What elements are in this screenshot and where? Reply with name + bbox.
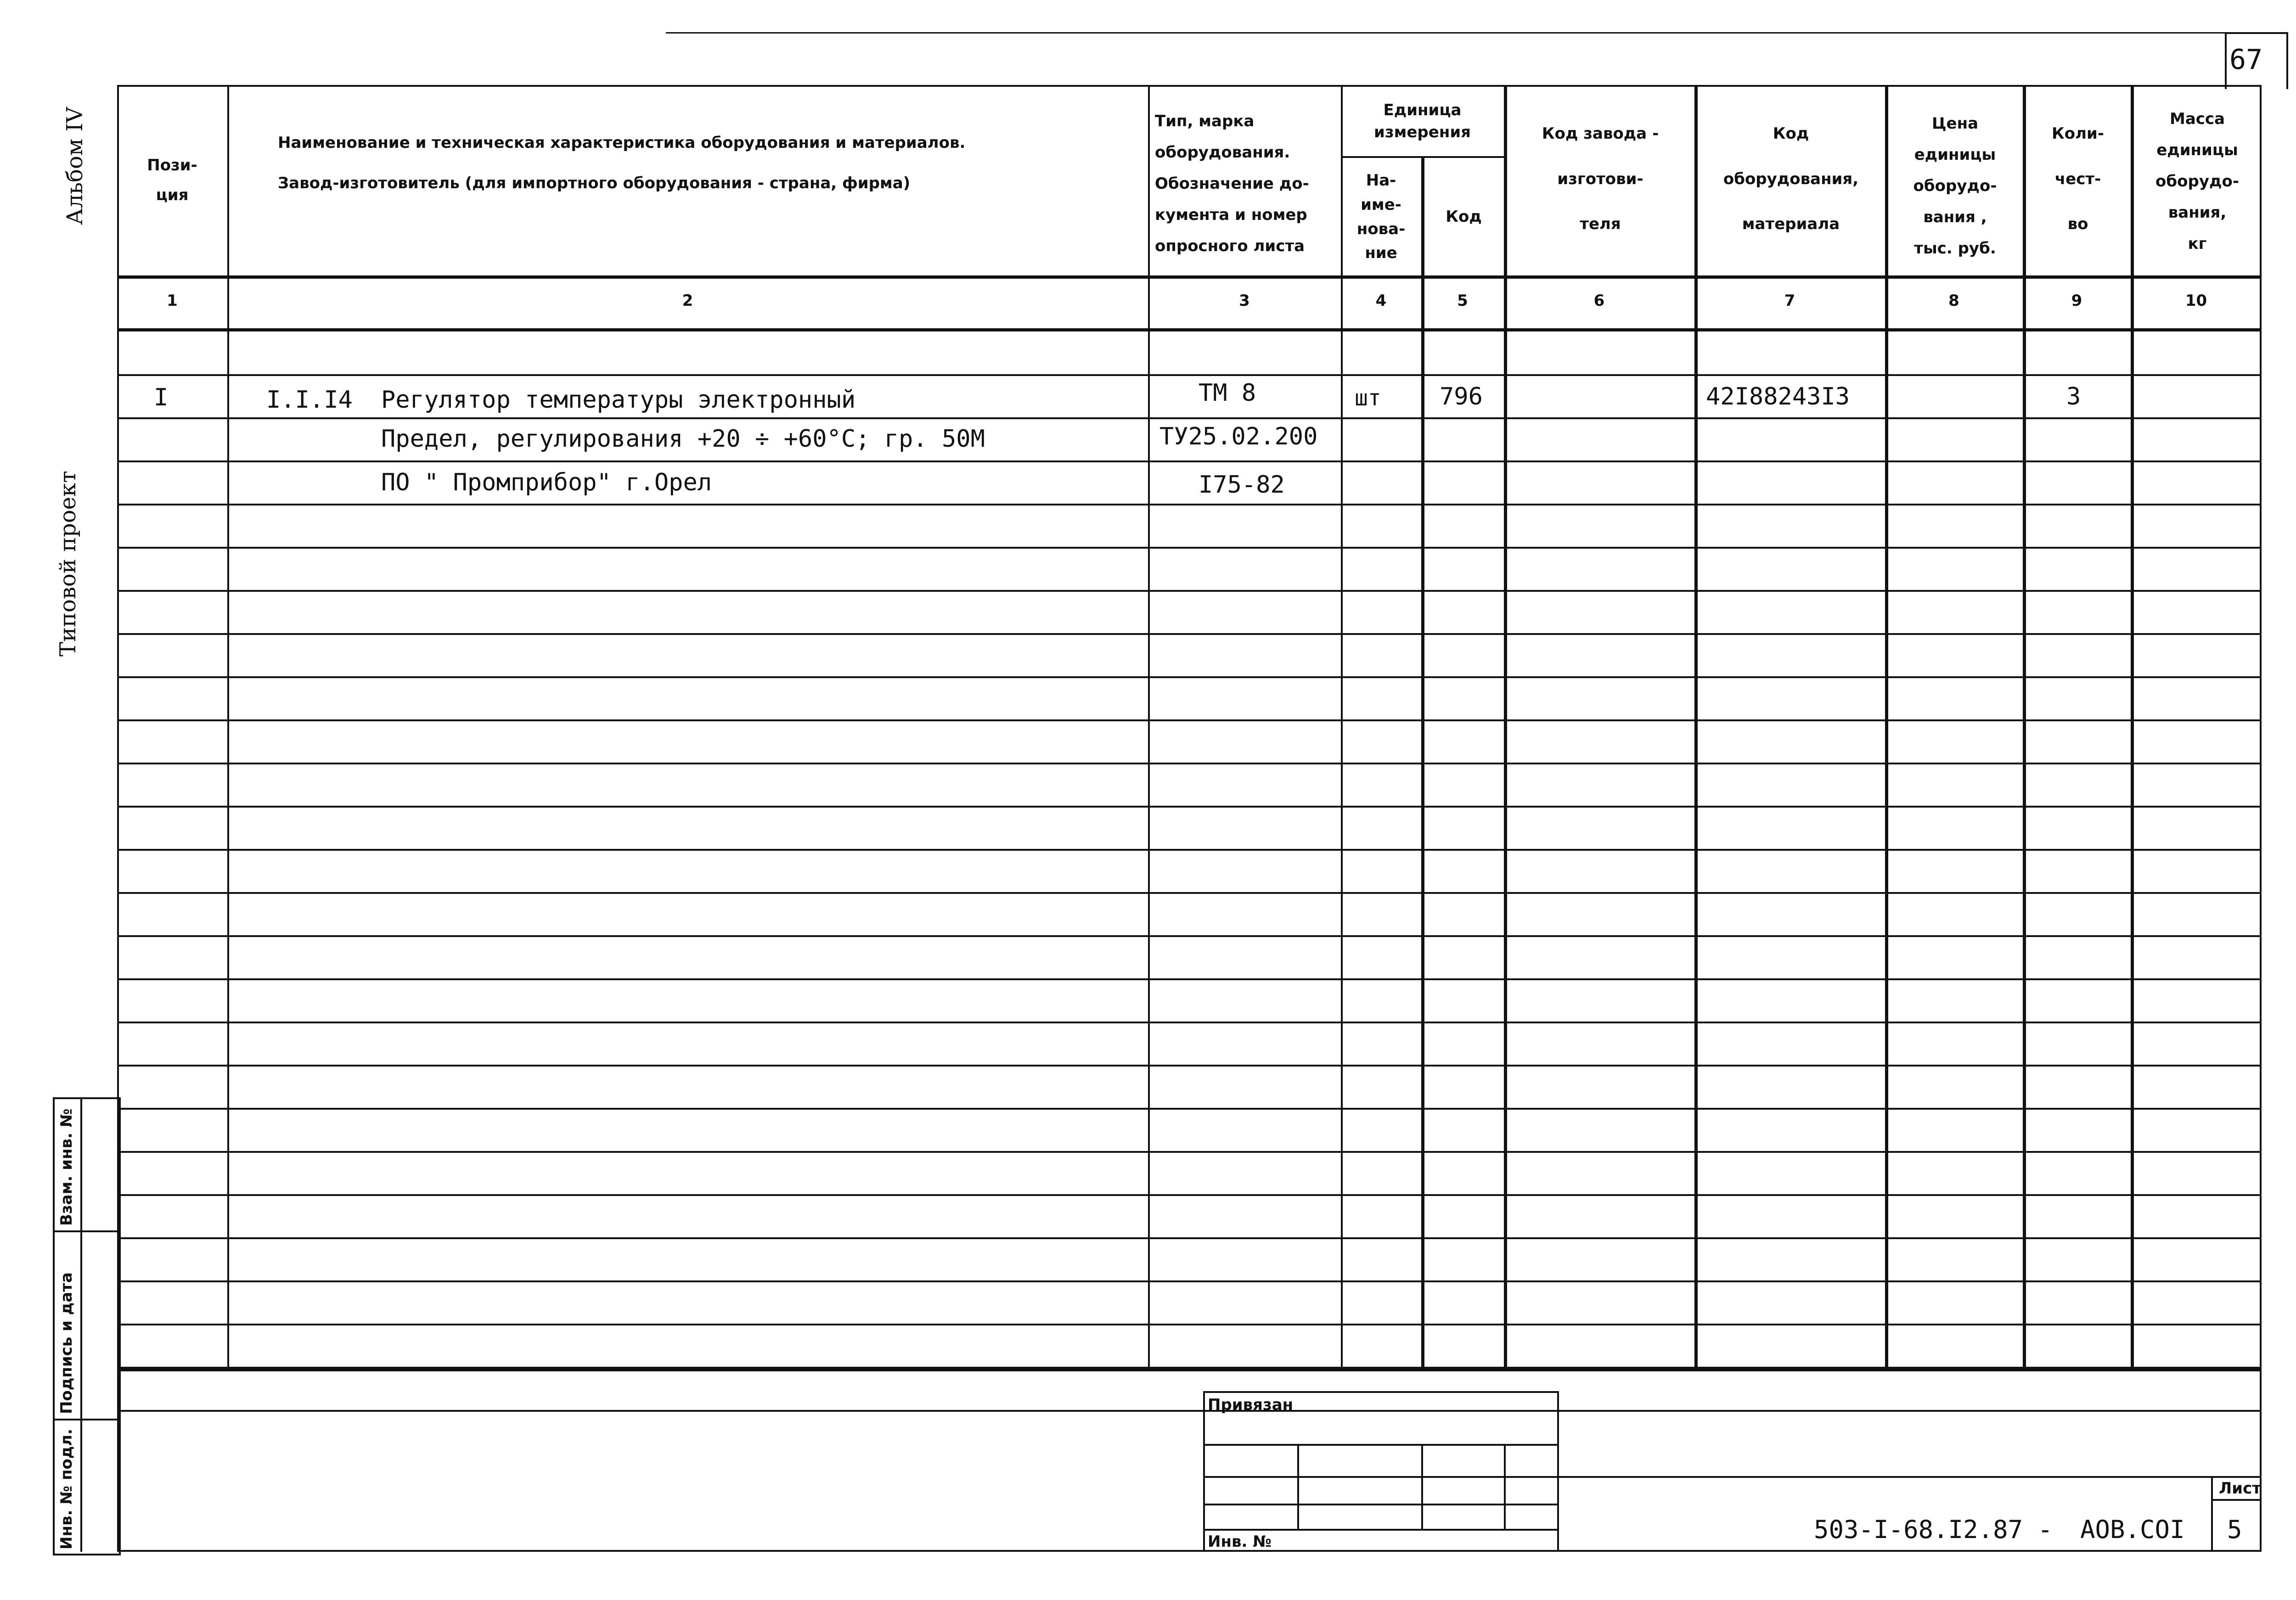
table-row-line — [117, 504, 2262, 505]
column-number: 9 — [2071, 292, 2082, 310]
table-row-line — [117, 374, 2262, 376]
row1-item-code: I.I.I4 — [266, 386, 353, 414]
column-number: 3 — [1239, 292, 1250, 310]
project-label: Типовой проект — [55, 471, 81, 657]
table-row-line — [117, 1410, 2262, 1412]
header-col2-line: Наименование и техническая характеристика оборудования и материалов. — [278, 133, 966, 152]
table-row-line — [117, 763, 2262, 764]
header-col1 — [117, 85, 227, 275]
header-col3-line: Обозначение до- — [1155, 174, 1309, 193]
header-bottom-line — [117, 275, 2262, 279]
side-stamp-divider — [80, 1097, 82, 1552]
vzam-label: Взам. инв. № — [57, 1108, 76, 1226]
header-col6 — [1506, 106, 1694, 253]
row1-quantity: 3 — [2066, 383, 2081, 410]
sheet-box-left — [2211, 1476, 2213, 1552]
row1-position: I — [154, 384, 169, 411]
top-sheet-number: 67 — [2229, 44, 2263, 76]
header-col10 — [2133, 96, 2262, 266]
header-col3-line: Тип, марка — [1155, 112, 1255, 130]
header-col6-line: изготови- — [1557, 169, 1643, 188]
header-col8-line: единицы — [1914, 146, 1996, 164]
header-col3-line: кумента и номер — [1155, 206, 1307, 224]
column-number: 6 — [1593, 292, 1605, 310]
row1-unit: шт — [1355, 385, 1381, 411]
table-row-line — [117, 1065, 2262, 1067]
header-col5 — [1424, 158, 1504, 275]
table-row-line — [117, 1194, 2262, 1196]
header-col9-line: чест- — [2054, 169, 2101, 188]
table-row-line — [117, 633, 2262, 635]
header-unit-line: Единица — [1383, 101, 1462, 120]
table-row-line — [117, 935, 2262, 937]
privyazan-divider — [1504, 1444, 1506, 1529]
table-row-line — [117, 547, 2262, 549]
table-row-line — [117, 1151, 2262, 1153]
header-col9-line: во — [2067, 215, 2088, 234]
privyazan-label: Привязан — [1208, 1396, 1294, 1414]
header-col1-line: ция — [156, 185, 189, 204]
table-bottom-line — [117, 1368, 2262, 1371]
column-number: 4 — [1375, 292, 1387, 310]
sheet-label: Лист — [2219, 1479, 2261, 1498]
header-col2-line: Завод-изготовитель (для импортного оборудования - страна, фирма) — [278, 174, 911, 192]
header-col9 — [2025, 106, 2131, 253]
header-col6-line: Код завода - — [1542, 124, 1659, 143]
header-col7-line: оборудования, — [1723, 169, 1859, 188]
row1-equipment-code: 42I88243I3 — [1706, 383, 1850, 410]
header-col4-line: На- — [1366, 171, 1396, 190]
column-number: 2 — [682, 292, 693, 310]
header-col10-line: вания, — [2168, 203, 2227, 222]
header-unit-line: измерения — [1374, 123, 1471, 141]
row2-type: ТУ25.02.200 — [1159, 423, 1318, 450]
sheet-box-divider — [2211, 1499, 2262, 1501]
table-row-line — [117, 1237, 2262, 1239]
header-col8-line: оборудо- — [1913, 177, 1997, 195]
header-col7-line: материала — [1742, 215, 1840, 234]
album-label: Альбом IV — [62, 107, 88, 225]
colnum-bottom-line — [117, 328, 2262, 331]
table-row-line — [117, 1280, 2262, 1282]
side-stamp-divider — [53, 1419, 117, 1420]
header-col2 — [278, 106, 1141, 220]
sheet-value: 5 — [2227, 1515, 2242, 1544]
table-row-line — [117, 417, 2262, 419]
col-divider — [1421, 156, 1424, 1368]
header-col10-line: кг — [2188, 235, 2207, 253]
header-col8-line: тыс. руб. — [1914, 239, 1996, 258]
table-row-line — [117, 1108, 2262, 1110]
table-row-line — [117, 1022, 2262, 1023]
table-row-line — [117, 892, 2262, 894]
document-code: 503-I-68.I2.87 - — [1814, 1515, 2053, 1544]
column-number: 1 — [167, 292, 178, 310]
inv-number-label: Инв. № — [1208, 1533, 1272, 1551]
header-col1-line: Пози- — [147, 156, 197, 174]
header-col4-line: ние — [1365, 244, 1397, 263]
header-col4-line: име- — [1361, 195, 1401, 214]
column-number: 7 — [1784, 292, 1795, 310]
header-col8-line: Цена — [1931, 114, 1979, 133]
side-stamp-divider — [53, 1230, 117, 1232]
header-col3-line: опросного листа — [1155, 237, 1305, 255]
table-row-line — [117, 849, 2262, 851]
row1-type: ТМ 8 — [1199, 379, 1256, 407]
header-col8 — [1887, 106, 2023, 266]
column-number: 5 — [1457, 292, 1468, 310]
header-col8-line: вания , — [1923, 208, 1987, 226]
column-number: 10 — [2185, 292, 2207, 310]
header-col10-line: оборудо- — [2155, 172, 2239, 191]
table-row-line — [117, 806, 2262, 808]
header-col4 — [1341, 158, 1421, 275]
title-block-top — [1559, 1476, 2262, 1478]
row2-name: Предел, регулирования +20 ÷ +60°С; гр. 50М — [381, 425, 985, 453]
header-col7-line: Код — [1773, 124, 1809, 143]
sign-date-label: Подпись и дата — [57, 1272, 76, 1414]
document-suffix: АОВ.СОI — [2080, 1515, 2185, 1544]
header-col4-line: нова- — [1356, 219, 1406, 238]
table-row-line — [117, 978, 2262, 980]
header-col3-line: оборудования. — [1155, 143, 1290, 162]
row1-unit-code: 796 — [1440, 383, 1483, 410]
header-col5-line: Код — [1446, 208, 1482, 226]
header-unit-group — [1341, 90, 1504, 154]
header-col10-line: Масса — [2169, 110, 2225, 128]
table-row-line — [117, 719, 2262, 721]
table-row-line — [117, 590, 2262, 592]
unit-group-divider — [1341, 156, 1504, 158]
row3-type: I75-82 — [1199, 471, 1285, 499]
header-col10-line: единицы — [2156, 141, 2238, 159]
row3-name: ПО " Промприбор" г.Орел — [381, 469, 712, 496]
top-scan-line — [666, 32, 2227, 34]
privyazan-divider — [1203, 1529, 1559, 1531]
row1-name: Регулятор температуры электронный — [381, 386, 856, 414]
table-row-line — [117, 676, 2262, 678]
column-number: 8 — [1948, 292, 1959, 310]
privyazan-divider — [1421, 1444, 1423, 1529]
table-row-line — [117, 1324, 2262, 1325]
header-col6-line: теля — [1580, 215, 1621, 234]
header-col3 — [1155, 92, 1339, 275]
inv-no-label: Инв. № подл. — [57, 1428, 76, 1549]
privyazan-divider — [1297, 1444, 1299, 1529]
header-col9-line: Коли- — [2052, 124, 2104, 143]
table-row-line — [117, 460, 2262, 462]
header-col7 — [1697, 106, 1885, 253]
